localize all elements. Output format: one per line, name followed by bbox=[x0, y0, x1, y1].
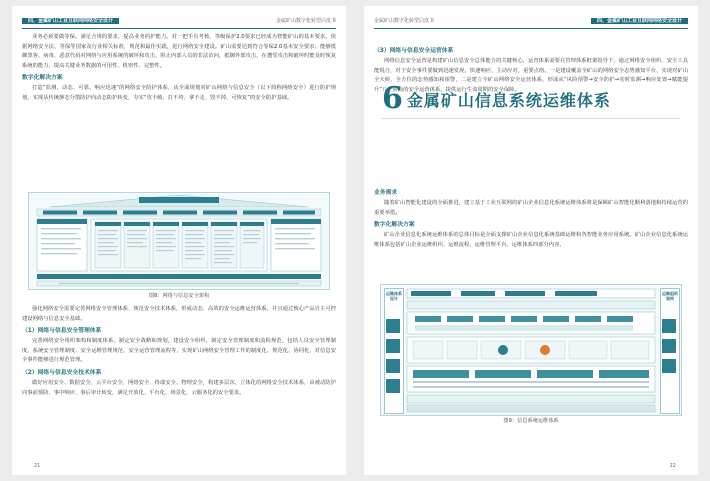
left-text-block-2 bbox=[22, 305, 336, 398]
paragraph: 业务必须要做等保。满足合规的要求，提高业务的护能力。对一把手有考核，等级保护2.0要求已经成为智能矿山的基本要求。依据网络安全法、等保等国家及行业相关标准，规范和最佳实践，进行网络安全建设。矿山需要达到符合等保2.0基本安全要求；能够抵御黑客、病毒、恶意代码对网络与应用系统的破坏和攻击，阻止内部人员的非法访问，抵御外部攻击，在遭受攻击和破坏时能及时恢复系统的能力，提高关键业务数据的可用性、机密性、完整性。 bbox=[22, 34, 336, 69]
om-system-diagram bbox=[381, 285, 681, 415]
paragraph: 矿山企业信息化系统运维体系的总体目标是全面支撑矿山企业信息化系统基础运维和各智能业务应用系统。矿山企业信息化系统运维体系包括矿山企业运维组织、运维流程、运维管理平台、运维体系四部分内容。 bbox=[374, 232, 688, 248]
section-heading: 数字化解决方案 bbox=[374, 222, 415, 229]
paragraph: 做好应用安全、数据安全、云平台安全、网络安全、终端安全、物理安全，构建多层次、立体化的网络安全技术体系，由被动防护向事前预防、事中响应、事后审计转变，满足开放化、平台化、场景化、云服务化的安全要求。 bbox=[22, 379, 336, 396]
header-divider bbox=[22, 28, 336, 29]
paragraph: 随着矿山智能化建设的全面推进，建立基于工业互联网的矿山企业信息化系统运维体系将是保障矿山智能化顺利落地和持续运营的重要举措。 bbox=[374, 200, 688, 216]
chapter-divider bbox=[382, 118, 680, 119]
page-number: 22 bbox=[669, 463, 676, 469]
header-divider bbox=[374, 28, 688, 29]
architecture-diagram bbox=[29, 193, 329, 289]
figure-8-caption: 图8：网络与信息安全架构 bbox=[148, 293, 210, 299]
right-header-tag: 四、金属矿山工业互联网网络安全设计 bbox=[591, 16, 688, 27]
left-text-block-1 bbox=[22, 33, 336, 104]
chapter-heading bbox=[382, 81, 611, 116]
om-organization-label: 运维组织架构 bbox=[662, 291, 678, 301]
left-page bbox=[12, 6, 346, 475]
paragraph: 完善网络安全组织架构和制度体系，制定安全战略和规划，建设安全组织，制定安全管理制度和流程规范，包括人员安全管理制度、系统安全管理制度、安全运维管理规范、安全运营管理流程等，实现矿山网络安全管理工作的制度化、规范化、协同化，对信息安全事件能够进行规范管理。 bbox=[22, 338, 336, 364]
section-heading: （3）网络与信息安全运营体系 bbox=[374, 48, 454, 54]
page-number: 21 bbox=[34, 463, 41, 469]
section-heading: 数字化解决方案 bbox=[22, 75, 63, 82]
right-header-title: 金属矿山数字化转型白皮书 bbox=[374, 18, 435, 24]
paragraph: 网络信息安全运营是构建矿山信息安全总体能力的关键核心，运营体系需要在管理体系框架指导下，通过网络安全组织、安全工具能锐合，对于安全事件要做到迅速发现，快速响应，主动应对，重要点络。一是建设覆盖全矿山的网络安全态势感知平台，实现对矿山全天候、全方位的态势感知和预警，二是建立全矿山网络安全运营体系，形成从“风险预警→安全防护→实时监测→响应处置→赋能提升”八个阶段的安全运营体系，提供运行生命周期的安全保障。 bbox=[374, 58, 688, 93]
chapter-title: 金属矿山信息系统运维体系 bbox=[406, 90, 611, 110]
left-header-title: 金属矿山数字化转型白皮书 bbox=[275, 18, 336, 24]
paragraph: 打造“监测、动态、可靠、响应迅速”的网络安全防护体系，从全面规划对矿山网络与信息安全（以下简称网络安全）进行防护规划，实现从传统静态分散防护向动态防护转变，夯实“攻不破、打不垮、拿不走、毁不掉、可恢复”的安全防护基础。 bbox=[22, 85, 336, 101]
section-heading: （2）网络与信息安全技术体系 bbox=[22, 369, 102, 376]
security-architecture-figure bbox=[28, 192, 330, 290]
chapter-number: 6 bbox=[382, 81, 403, 116]
paragraph: 强化网络安全需要完善网络安全管理体系、规范安全技术体系，形成动态、高效的安全运维运营体系，并且通过核心产品自主可控建设网络与信息安全基础。 bbox=[22, 306, 336, 322]
section-heading: 业务需求 bbox=[374, 190, 398, 196]
om-design-label: 运维体系设计 bbox=[386, 291, 402, 301]
right-text-block-2 bbox=[374, 186, 688, 250]
figure-9-caption: 图9：信息系统运维体系 bbox=[503, 418, 559, 424]
section-heading: （1）网络与信息安全管理体系 bbox=[22, 328, 102, 335]
right-page bbox=[364, 6, 698, 475]
left-header-tag: 四、金属矿山工业互联网网络安全设计 bbox=[22, 16, 119, 27]
om-system-figure bbox=[380, 284, 682, 416]
